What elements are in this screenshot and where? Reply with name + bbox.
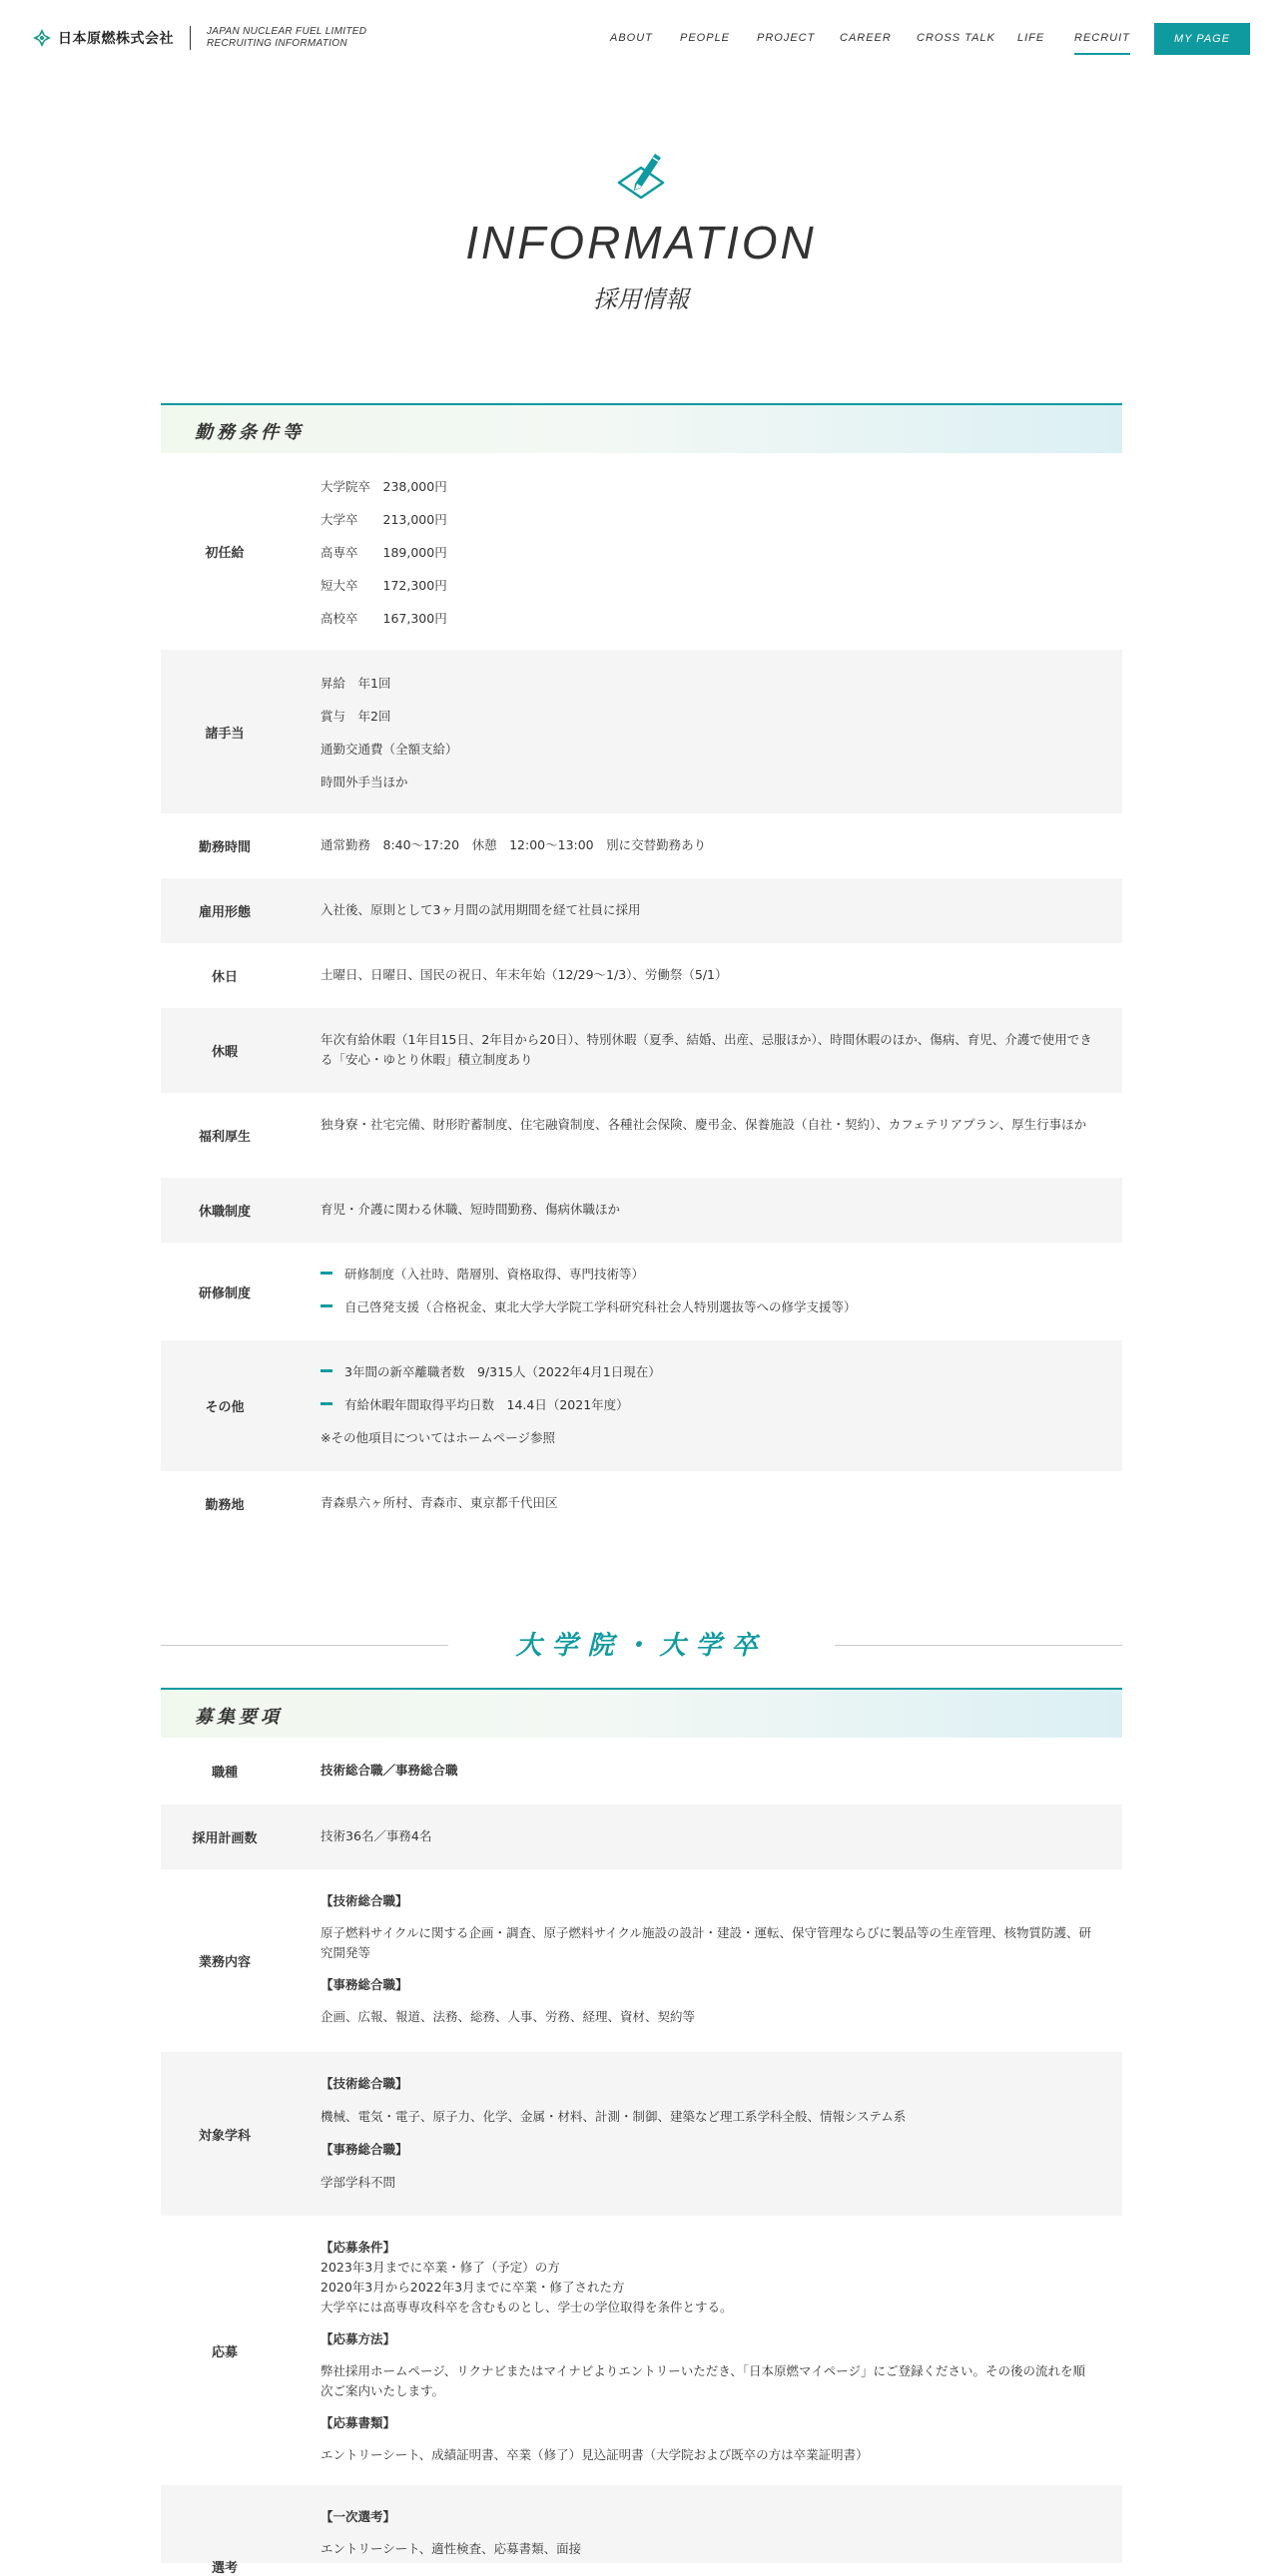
- table-row-majors: [161, 2052, 1122, 2216]
- table-row-location: [161, 1471, 1122, 1536]
- table-row-leave: [161, 1008, 1122, 1093]
- subheading: 【一次選考】: [320, 2509, 396, 2524]
- row-label: 勤務時間: [198, 840, 251, 855]
- row-label: 職種: [211, 1766, 238, 1781]
- row-body: 青森県六ヶ所村、青森市、東京都千代田区: [320, 1495, 558, 1510]
- section-band-recruitment: [161, 1688, 1122, 1738]
- row-label: 休暇: [211, 1045, 238, 1060]
- list-item: 短大卒 172,300円: [320, 578, 447, 593]
- list-item: 有給休暇年間取得平均日数 14.4日（2021年度）: [320, 1395, 1092, 1415]
- body-text: 機械、電気・電子、原子力、化学、金属・材料、計測・制御、建築など理工系学科全般、情報システム系: [320, 2109, 907, 2124]
- row-body: 通常勤務 8:40～17:20 休憩 12:00～13:00 別に交替勤務あり: [320, 837, 707, 852]
- body-text: 2023年3月までに卒業・修了（予定）の方: [320, 2260, 560, 2275]
- section-heading-text: 大学院・大学卒: [515, 1631, 768, 1661]
- subheading: 【事務総合職】: [320, 1977, 408, 1992]
- body-text: 大学卒には高専専攻科卒を含むものとし、学士の学位取得を条件とする。: [320, 2300, 733, 2315]
- main-nav: [0, 32, 1282, 52]
- row-label: その他: [205, 1400, 245, 1415]
- row-label: 諸手当: [205, 726, 245, 742]
- row-label: 勤務地: [205, 1498, 245, 1513]
- row-body: [320, 1891, 1092, 2027]
- nav-life[interactable]: LIFE: [1017, 32, 1045, 44]
- bullet-icon: [320, 1272, 332, 1275]
- row-label: 応募: [211, 2344, 238, 2360]
- list-item: 時間外手当ほか: [320, 774, 408, 789]
- subheading: 【技術総合職】: [320, 2076, 408, 2091]
- subheading: 【応募書類】: [320, 2415, 396, 2430]
- row-body: 入社後、原則として3ヶ月間の試用期間を経て社員に採用: [320, 902, 641, 917]
- section-heading-graduate: [161, 1625, 1122, 1665]
- table-row-absence: [161, 1178, 1122, 1243]
- nav-project[interactable]: PROJECT: [757, 32, 816, 44]
- nav-career[interactable]: CAREER: [840, 32, 892, 44]
- body-text: エントリーシート、成績証明書、卒業（修了）見込証明書（大学院および既卒の方は卒業証明書）: [320, 2447, 869, 2462]
- list-item: 研修制度（入社時、階層別、資格取得、専門技術等）: [320, 1265, 1092, 1285]
- body-text: 2020年3月から2022年3月までに卒業・修了された方: [320, 2280, 625, 2295]
- list-item: 高専卒 189,000円: [320, 545, 447, 560]
- table-row-salary: [161, 453, 1122, 650]
- list-item: 昇給 年1回: [320, 676, 391, 691]
- section-band-conditions: [161, 403, 1122, 453]
- bullet-icon: [320, 1369, 332, 1372]
- row-body: 技術36名／事務4名: [320, 1828, 432, 1843]
- row-body: 年次有給休暇（1年目15日、2年目から20日）、特別休暇（夏季、結婚、出産、忌服ほか）、時間休暇のほか、傷病、育児、介護で使用できる「安心・ゆとり休暇」積立制度あり: [320, 1032, 1092, 1067]
- pen-paper-icon: [611, 146, 671, 206]
- table-row-other: [161, 1340, 1122, 1471]
- table-row-hours: [161, 813, 1122, 878]
- row-body: [320, 2074, 1092, 2193]
- row-body: [320, 1362, 1092, 1448]
- row-label: 選考: [211, 2561, 238, 2576]
- row-body: [320, 674, 1092, 792]
- body-text: エントリーシート、適性検査、応募書類、面接: [320, 2541, 582, 2556]
- row-label: 福利厚生: [198, 1130, 251, 1145]
- page-subtitle: 採用情報: [593, 285, 689, 313]
- logo-subtitle: JAPAN NUCLEAR FUEL LIMITED RECRUITING INFORMATION: [207, 26, 367, 49]
- list-item: 高校卒 167,300円: [320, 611, 447, 626]
- bullet-icon: [320, 1402, 332, 1405]
- list-item: 大学院卒 238,000円: [320, 479, 447, 494]
- subheading: 【応募方法】: [320, 2331, 396, 2346]
- subheading: 【応募条件】: [320, 2240, 396, 2255]
- table-row-duties: [161, 1869, 1122, 2052]
- list-item: 通勤交通費（全額支給）: [320, 742, 458, 757]
- table-row-selection: [161, 2485, 1122, 2576]
- nav-recruit[interactable]: RECRUIT: [1074, 32, 1130, 55]
- row-label: 休職制度: [198, 1205, 251, 1220]
- row-body: 独身寮・社宅完備、財形貯蓄制度、住宅融資制度、各種社会保険、慶弔金、保養施設（自社・契約）、カフェテリアプラン、厚生行事ほか: [320, 1117, 1087, 1132]
- page-title: INFORMATION: [465, 217, 817, 268]
- row-label: 採用計画数: [192, 1831, 258, 1846]
- list-item: 賞与 年2回: [320, 709, 391, 724]
- row-label: 雇用形態: [198, 905, 251, 920]
- row-label: 初任給: [205, 546, 245, 561]
- row-body: [320, 477, 1092, 629]
- table-row-training: [161, 1243, 1122, 1340]
- subheading: 【技術総合職】: [320, 1893, 408, 1908]
- list-item: 大学卒 213,000円: [320, 512, 447, 527]
- table-row-allowance: [161, 650, 1122, 813]
- list-item: 自己啓発支援（合格祝金、東北大学大学院工学科研究科社会人特別選抜等への修学支援等）: [320, 1297, 1092, 1317]
- row-label: 対象学科: [198, 2128, 251, 2144]
- subheading: 【事務総合職】: [320, 2142, 408, 2157]
- row-body: [320, 1265, 1092, 1317]
- note-text: ※その他項目についてはホームページ参照: [320, 1430, 555, 1445]
- table-row-welfare: [161, 1093, 1122, 1178]
- body-text: 企画、広報、報道、法務、総務、人事、労務、経理、資材、契約等: [320, 2009, 696, 2024]
- my-page-button[interactable]: MY PAGE: [1154, 23, 1250, 55]
- row-body: [320, 2238, 1092, 2465]
- bullet-icon: [320, 1304, 332, 1307]
- nav-cross-talk[interactable]: CROSS TALK: [917, 32, 995, 44]
- body-text: 弊社採用ホームページ、リクナビまたはマイナビよりエントリーいただき、「日本原燃マイページ」にご登録ください。その後の流れを順次ご案内いたします。: [320, 2363, 1086, 2398]
- section-title: 勤務条件等: [195, 422, 305, 443]
- table-row-holidays: [161, 943, 1122, 1008]
- section-title: 募集要項: [195, 1707, 283, 1728]
- body-text: 原子燃料サイクルに関する企画・調査、原子燃料サイクル施設の設計・建設・運転、保守管理ならびに製品等の生産管理、核物質防護、研究開発等: [320, 1925, 1092, 1960]
- body-text: 学部学科不問: [320, 2175, 396, 2190]
- row-label: 業務内容: [198, 1955, 251, 1970]
- list-item: 3年間の新卒離職者数 9/315人（2022年4月1日現在）: [320, 1362, 1092, 1382]
- table-row-apply: [161, 2216, 1122, 2485]
- table-row-job: [161, 1738, 1122, 1804]
- site-header: [0, 0, 1282, 78]
- nav-about[interactable]: ABOUT: [610, 32, 653, 44]
- row-body: 土曜日、日曜日、国民の祝日、年末年始（12/29～1/3）、労働祭（5/1）: [320, 967, 728, 982]
- row-label: 休日: [211, 970, 238, 985]
- table-row-employment: [161, 878, 1122, 943]
- logo-text: 日本原燃株式会社: [58, 31, 174, 47]
- nav-people[interactable]: PEOPLE: [680, 32, 731, 44]
- row-body: [320, 2507, 1092, 2559]
- row-label: 研修制度: [198, 1286, 251, 1301]
- row-body: 育児・介護に関わる休職、短時間勤務、傷病休職ほか: [320, 1202, 621, 1217]
- table-row-plan: [161, 1804, 1122, 1869]
- row-body: 技術総合職／事務総合職: [320, 1763, 458, 1778]
